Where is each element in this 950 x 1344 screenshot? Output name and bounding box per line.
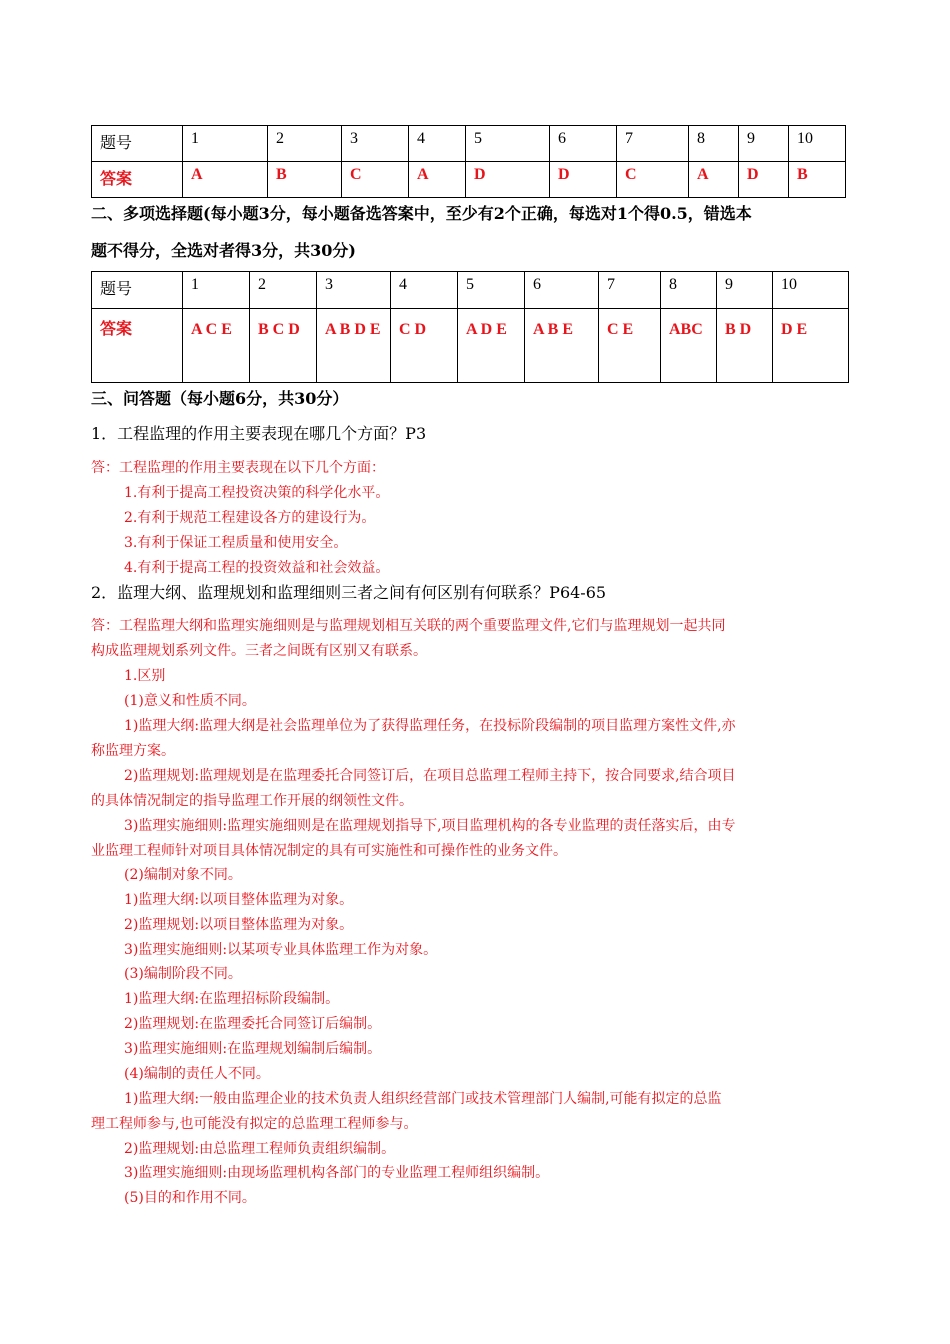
table-cell: A D E <box>458 309 525 383</box>
answer-line: 3)监理实施细则:在监理规划编制后编制。 <box>124 1041 382 1057</box>
answer-line: 称监理方案。 <box>91 743 175 759</box>
answer-line: 业监理工程师针对项目具体情况制定的具有可实施性和可操作性的业务文件。 <box>91 843 567 859</box>
table-cell: A <box>409 162 466 198</box>
table-cell: D <box>739 162 789 198</box>
answer-line: 4.有利于提高工程的投资效益和社会效益。 <box>124 560 390 576</box>
table-cell: C D <box>391 309 458 383</box>
table-cell: D <box>550 162 617 198</box>
answer-line: 2)监理规划:由总监理工程师负责组织编制。 <box>124 1141 396 1157</box>
answer-line: 3)监理实施细则:以某项专业具体监理工作为对象。 <box>124 942 438 958</box>
table-cell: 4 <box>409 126 466 162</box>
answer-line: 1)监理大纲:以项目整体监理为对象。 <box>124 892 354 908</box>
question-1: 1．工程监理的作用主要表现在哪几个方面？P3 <box>91 424 427 443</box>
answer-line: 3.有利于保证工程质量和使用安全。 <box>124 535 348 551</box>
answer-line: 3)监理实施细则:由现场监理机构各部门的专业监理工程师组织编制。 <box>124 1165 550 1181</box>
table-cell: C <box>342 162 409 198</box>
answer-line: 2)监理规划:在监理委托合同签订后编制。 <box>124 1016 382 1032</box>
answer-line: 的具体情况制定的指导监理工作开展的纲领性文件。 <box>91 793 413 809</box>
answer-line: 1.有利于提高工程投资决策的科学化水平。 <box>124 485 390 501</box>
table-cell: 8 <box>661 272 717 309</box>
question-2: 2．监理大纲、监理规划和监理细则三者之间有何区别有何联系？P64-65 <box>91 583 607 602</box>
answer-line: (3)编制阶段不同。 <box>124 966 242 982</box>
table-cell: 答案 <box>92 309 183 383</box>
answer-line: 2.有利于规范工程建设各方的建设行为。 <box>124 510 376 526</box>
section-heading: 三、问答题（每小题6分，共30分） <box>91 389 349 408</box>
table-cell: 2 <box>250 272 317 309</box>
answer-line: 答：工程监理的作用主要表现在以下几个方面： <box>91 460 385 476</box>
multiple-choice-answer-table <box>91 271 849 383</box>
table-cell: 9 <box>717 272 773 309</box>
section-heading-continued: 题不得分，全选对者得3分，共30分) <box>91 241 356 260</box>
answer-line: 构成监理规划系列文件。三者之间既有区别又有联系。 <box>91 643 427 659</box>
answer-line: (4)编制的责任人不同。 <box>124 1066 270 1082</box>
table-row <box>92 126 846 162</box>
answer-line: 2)监理规划:以项目整体监理为对象。 <box>124 917 354 933</box>
table-cell: 6 <box>525 272 599 309</box>
table-row <box>92 309 849 383</box>
answer-line: (5)目的和作用不同。 <box>124 1190 256 1206</box>
table-cell: 5 <box>466 126 550 162</box>
table-cell: 4 <box>391 272 458 309</box>
table-cell: 7 <box>599 272 661 309</box>
table-cell: B C D <box>250 309 317 383</box>
answer-line: (1)意义和性质不同。 <box>124 693 256 709</box>
table-cell: 题号 <box>92 272 183 309</box>
table-cell: C E <box>599 309 661 383</box>
single-choice-answer-table <box>91 125 846 198</box>
table-row <box>92 162 846 198</box>
table-cell: A B D E <box>317 309 391 383</box>
answer-line: 1)监理大纲:一般由监理企业的技术负责人组织经营部门或技术管理部门人编制,可能有拟定的总监 <box>124 1091 722 1107</box>
table-cell: A <box>183 162 268 198</box>
table-cell: 1 <box>183 272 250 309</box>
table-cell: 5 <box>458 272 525 309</box>
answer-line: (2)编制对象不同。 <box>124 867 242 883</box>
answer-line: 1)监理大纲:监理大纲是社会监理单位为了获得监理任务，在投标阶段编制的项目监理方案性文件,亦 <box>124 718 736 734</box>
table-cell: B <box>268 162 342 198</box>
table-cell: 10 <box>789 126 846 162</box>
table-cell: B D <box>717 309 773 383</box>
table-cell: 7 <box>617 126 689 162</box>
table-cell: 题号 <box>92 126 183 162</box>
table-cell: 6 <box>550 126 617 162</box>
table-row <box>92 272 849 309</box>
answer-line: 答：工程监理大纲和监理实施细则是与监理规划相互关联的两个重要监理文件,它们与监理规划一起共同 <box>91 618 726 634</box>
table-cell: 10 <box>773 272 849 309</box>
answer-line: 1)监理大纲:在监理招标阶段编制。 <box>124 991 340 1007</box>
table-cell: D E <box>773 309 849 383</box>
table-cell: 3 <box>342 126 409 162</box>
table-cell: A C E <box>183 309 250 383</box>
table-cell: C <box>617 162 689 198</box>
table-cell: 2 <box>268 126 342 162</box>
answer-line: 3)监理实施细则:监理实施细则是在监理规划指导下,项目监理机构的各专业监理的责任落实后，由专 <box>124 818 736 834</box>
answer-line: 2)监理规划:监理规划是在监理委托合同签订后，在项目总监理工程师主持下，按合同要求,结合项目 <box>124 768 736 784</box>
answer-line: 理工程师参与,也可能没有拟定的总监理工程师参与。 <box>91 1116 418 1132</box>
table-cell: 1 <box>183 126 268 162</box>
answer-line: 1.区别 <box>124 668 166 684</box>
table-cell: A <box>689 162 739 198</box>
table-cell: D <box>466 162 550 198</box>
table-cell: ABC <box>661 309 717 383</box>
table-cell: 答案 <box>92 162 183 198</box>
table-cell: 9 <box>739 126 789 162</box>
table-cell: B <box>789 162 846 198</box>
section-heading: 二、多项选择题(每小题3分，每小题备选答案中，至少有2个正确，每选对1个得0.5，错选本 <box>91 204 752 223</box>
table-cell: 3 <box>317 272 391 309</box>
table-cell: A B E <box>525 309 599 383</box>
table-cell: 8 <box>689 126 739 162</box>
